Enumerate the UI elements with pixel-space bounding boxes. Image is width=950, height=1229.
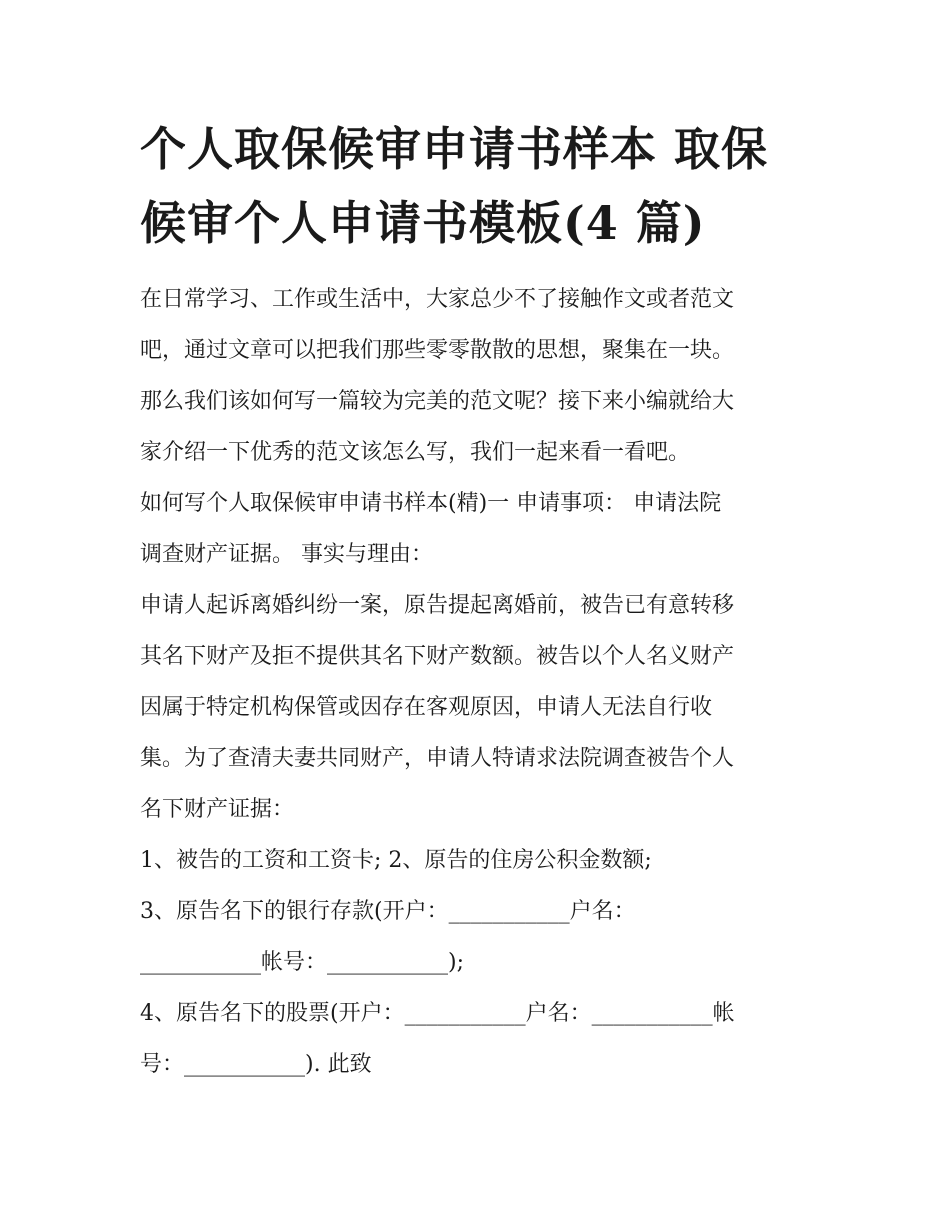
- list-item-1-2: [140, 835, 820, 886]
- list-item-4: [140, 988, 820, 1090]
- text-line: 吧，通过文章可以把我们那些零零散散的思想，聚集在一块。: [140, 338, 735, 363]
- application-items-paragraph: [140, 478, 820, 580]
- text-line: 在日常学习、工作或生活中，大家总少不了接触作文或者范文: [140, 287, 735, 312]
- document-title: [140, 112, 820, 260]
- text-line: 如何写个人取保候审申请书样本(精)一 申请事项： 申请法院: [140, 491, 722, 516]
- text-line: 集。为了查清夫妻共同财产，申请人特请求法院调查被告个人: [140, 746, 735, 771]
- text-line: ___________帐号：___________);: [140, 950, 464, 975]
- facts-paragraph: [140, 580, 820, 835]
- intro-paragraph: [140, 274, 820, 478]
- document-page: [140, 112, 820, 1090]
- title-line: 候审个人申请书模板(4 篇): [140, 196, 706, 250]
- text-line: 名下财产证据：: [140, 797, 295, 822]
- text-line: 因属于特定机构保管或因存在客观原因，申请人无法自行收: [140, 695, 713, 720]
- text-line: 调查财产证据。 事实与理由：: [140, 542, 433, 567]
- text-line: 其名下财产及拒不提供其名下财产数额。被告以个人名义财产: [140, 644, 735, 669]
- text-line: 3、原告名下的银行存款(开户：___________户名：: [140, 899, 636, 924]
- text-line: 4、原告名下的股票(开户：___________户名：___________帐: [140, 1001, 735, 1026]
- text-line: 申请人起诉离婚纠纷一案，原告提起离婚前，被告已有意转移: [140, 593, 735, 618]
- text-line: 1、被告的工资和工资卡; 2、原告的住房公积金数额;: [140, 848, 652, 873]
- text-line: 那么我们该如何写一篇较为完美的范文呢？接下来小编就给大: [140, 389, 735, 414]
- text-line: 号：___________). 此致: [140, 1052, 372, 1077]
- list-item-3: [140, 886, 820, 988]
- text-line: 家介绍一下优秀的范文该怎么写，我们一起来看一看吧。: [140, 440, 691, 465]
- title-line: 个人取保候审申请书样本 取保: [140, 122, 769, 176]
